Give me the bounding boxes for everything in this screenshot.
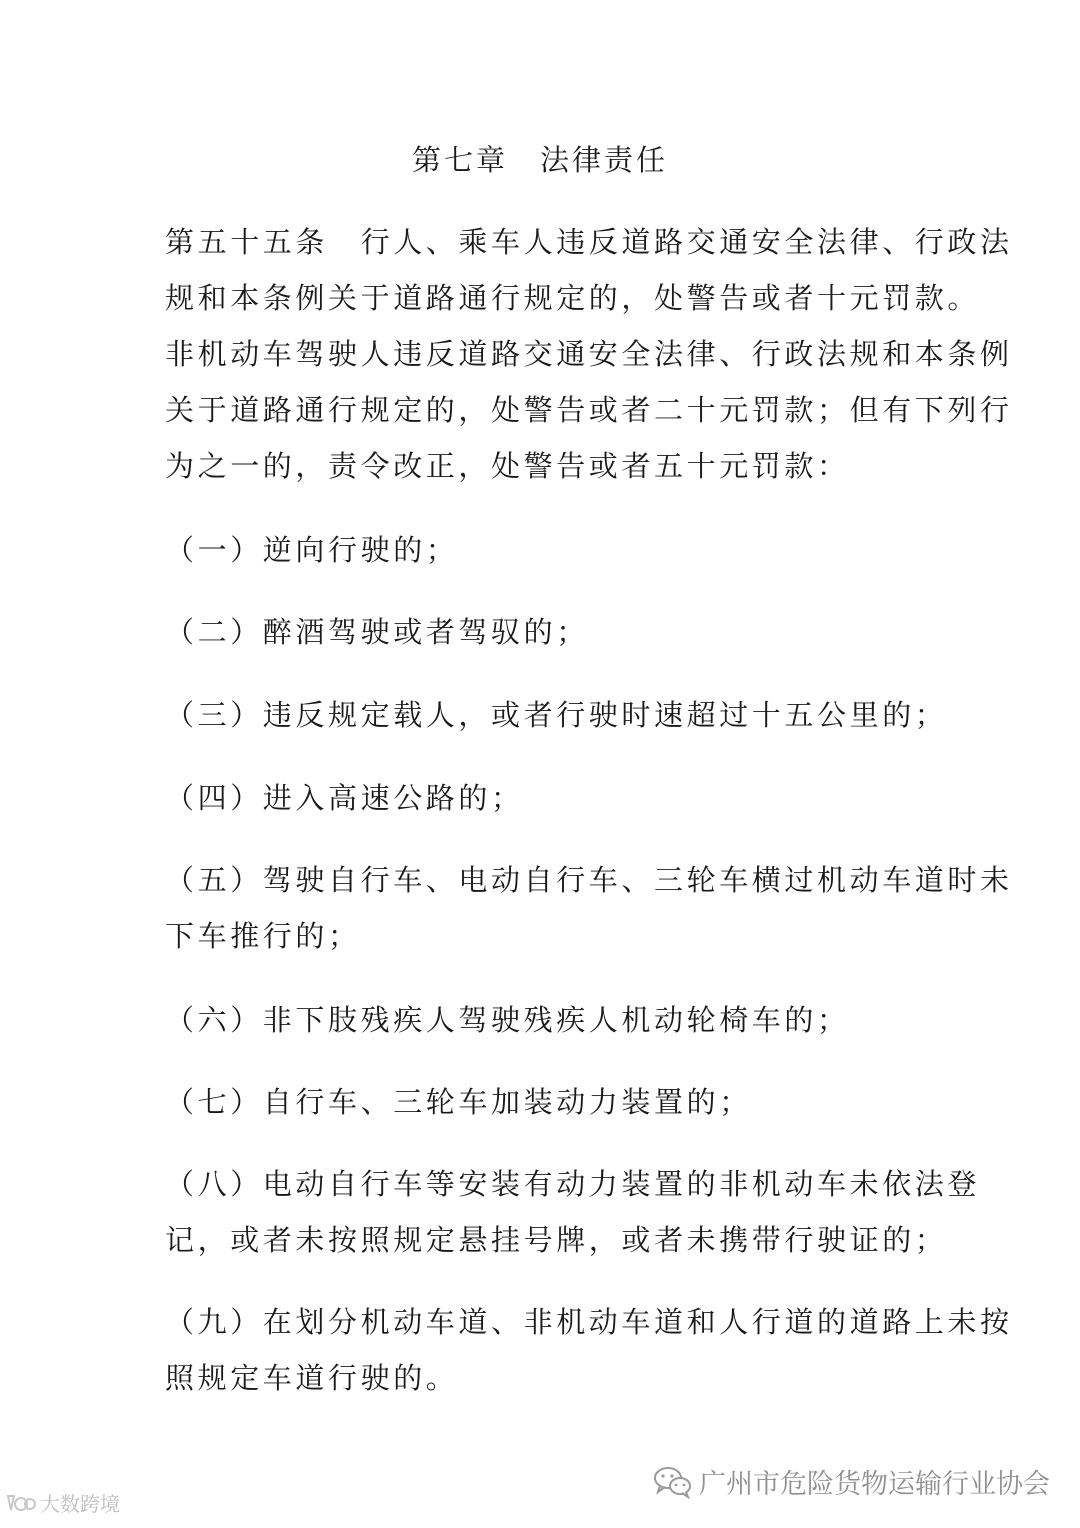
list-item-1: （一）逆向行驶的； [165,533,459,567]
chapter-title: 第七章 法律责任 [411,143,668,177]
watermark-right-text: 广州市危险货物运输行业协会 [699,1469,1050,1500]
article-55-line-4: 关于道路通行规定的，处警告或者二十元罚款；但有下列行 [165,393,1013,427]
list-item-7: （七）自行车、三轮车加装动力装置的； [165,1085,752,1119]
article-55-line-2: 规和本条例关于道路通行规定的，处警告或者十元罚款。 [165,281,981,315]
watermark-right [653,1462,1050,1501]
list-item-2: （二）醉酒驾驶或者驾驭的； [165,615,589,649]
list-item-3: （三）违反规定载人，或者行驶时速超过十五公里的； [165,698,948,732]
list-item-5-line-1: （五）驾驶自行车、电动自行车、三轮车横过机动车道时未 [165,863,1013,897]
list-item-9-line-1: （九）在划分机动车道、非机动车道和人行道的道路上未按 [165,1305,1013,1339]
article-55-line-1: 第五十五条 行人、乘车人违反道路交通安全法律、行政法 [165,225,1013,259]
list-item-8-line-1: （八）电动自行车等安装有动力装置的非机动车未依法登 [165,1167,981,1201]
article-55-line-3: 非机动车驾驶人违反道路交通安全法律、行政法规和本条例 [165,337,1013,371]
article-55-line-5: 为之一的，责令改正，处警告或者五十元罚款： [165,449,850,483]
dashuo-logo-icon [6,1492,36,1514]
watermark-left [6,1488,120,1517]
wechat-icon [653,1465,693,1499]
list-item-8-line-2: 记，或者未按照规定悬挂号牌，或者未携带行驶证的； [165,1223,948,1257]
list-item-4: （四）进入高速公路的； [165,781,524,815]
list-item-5-line-2: 下车推行的； [165,919,361,953]
list-item-9-line-2: 照规定车道行驶的。 [165,1361,459,1395]
list-item-6: （六）非下肢残疾人驾驶残疾人机动轮椅车的； [165,1003,850,1037]
watermark-left-text: 大数跨境 [40,1492,120,1516]
